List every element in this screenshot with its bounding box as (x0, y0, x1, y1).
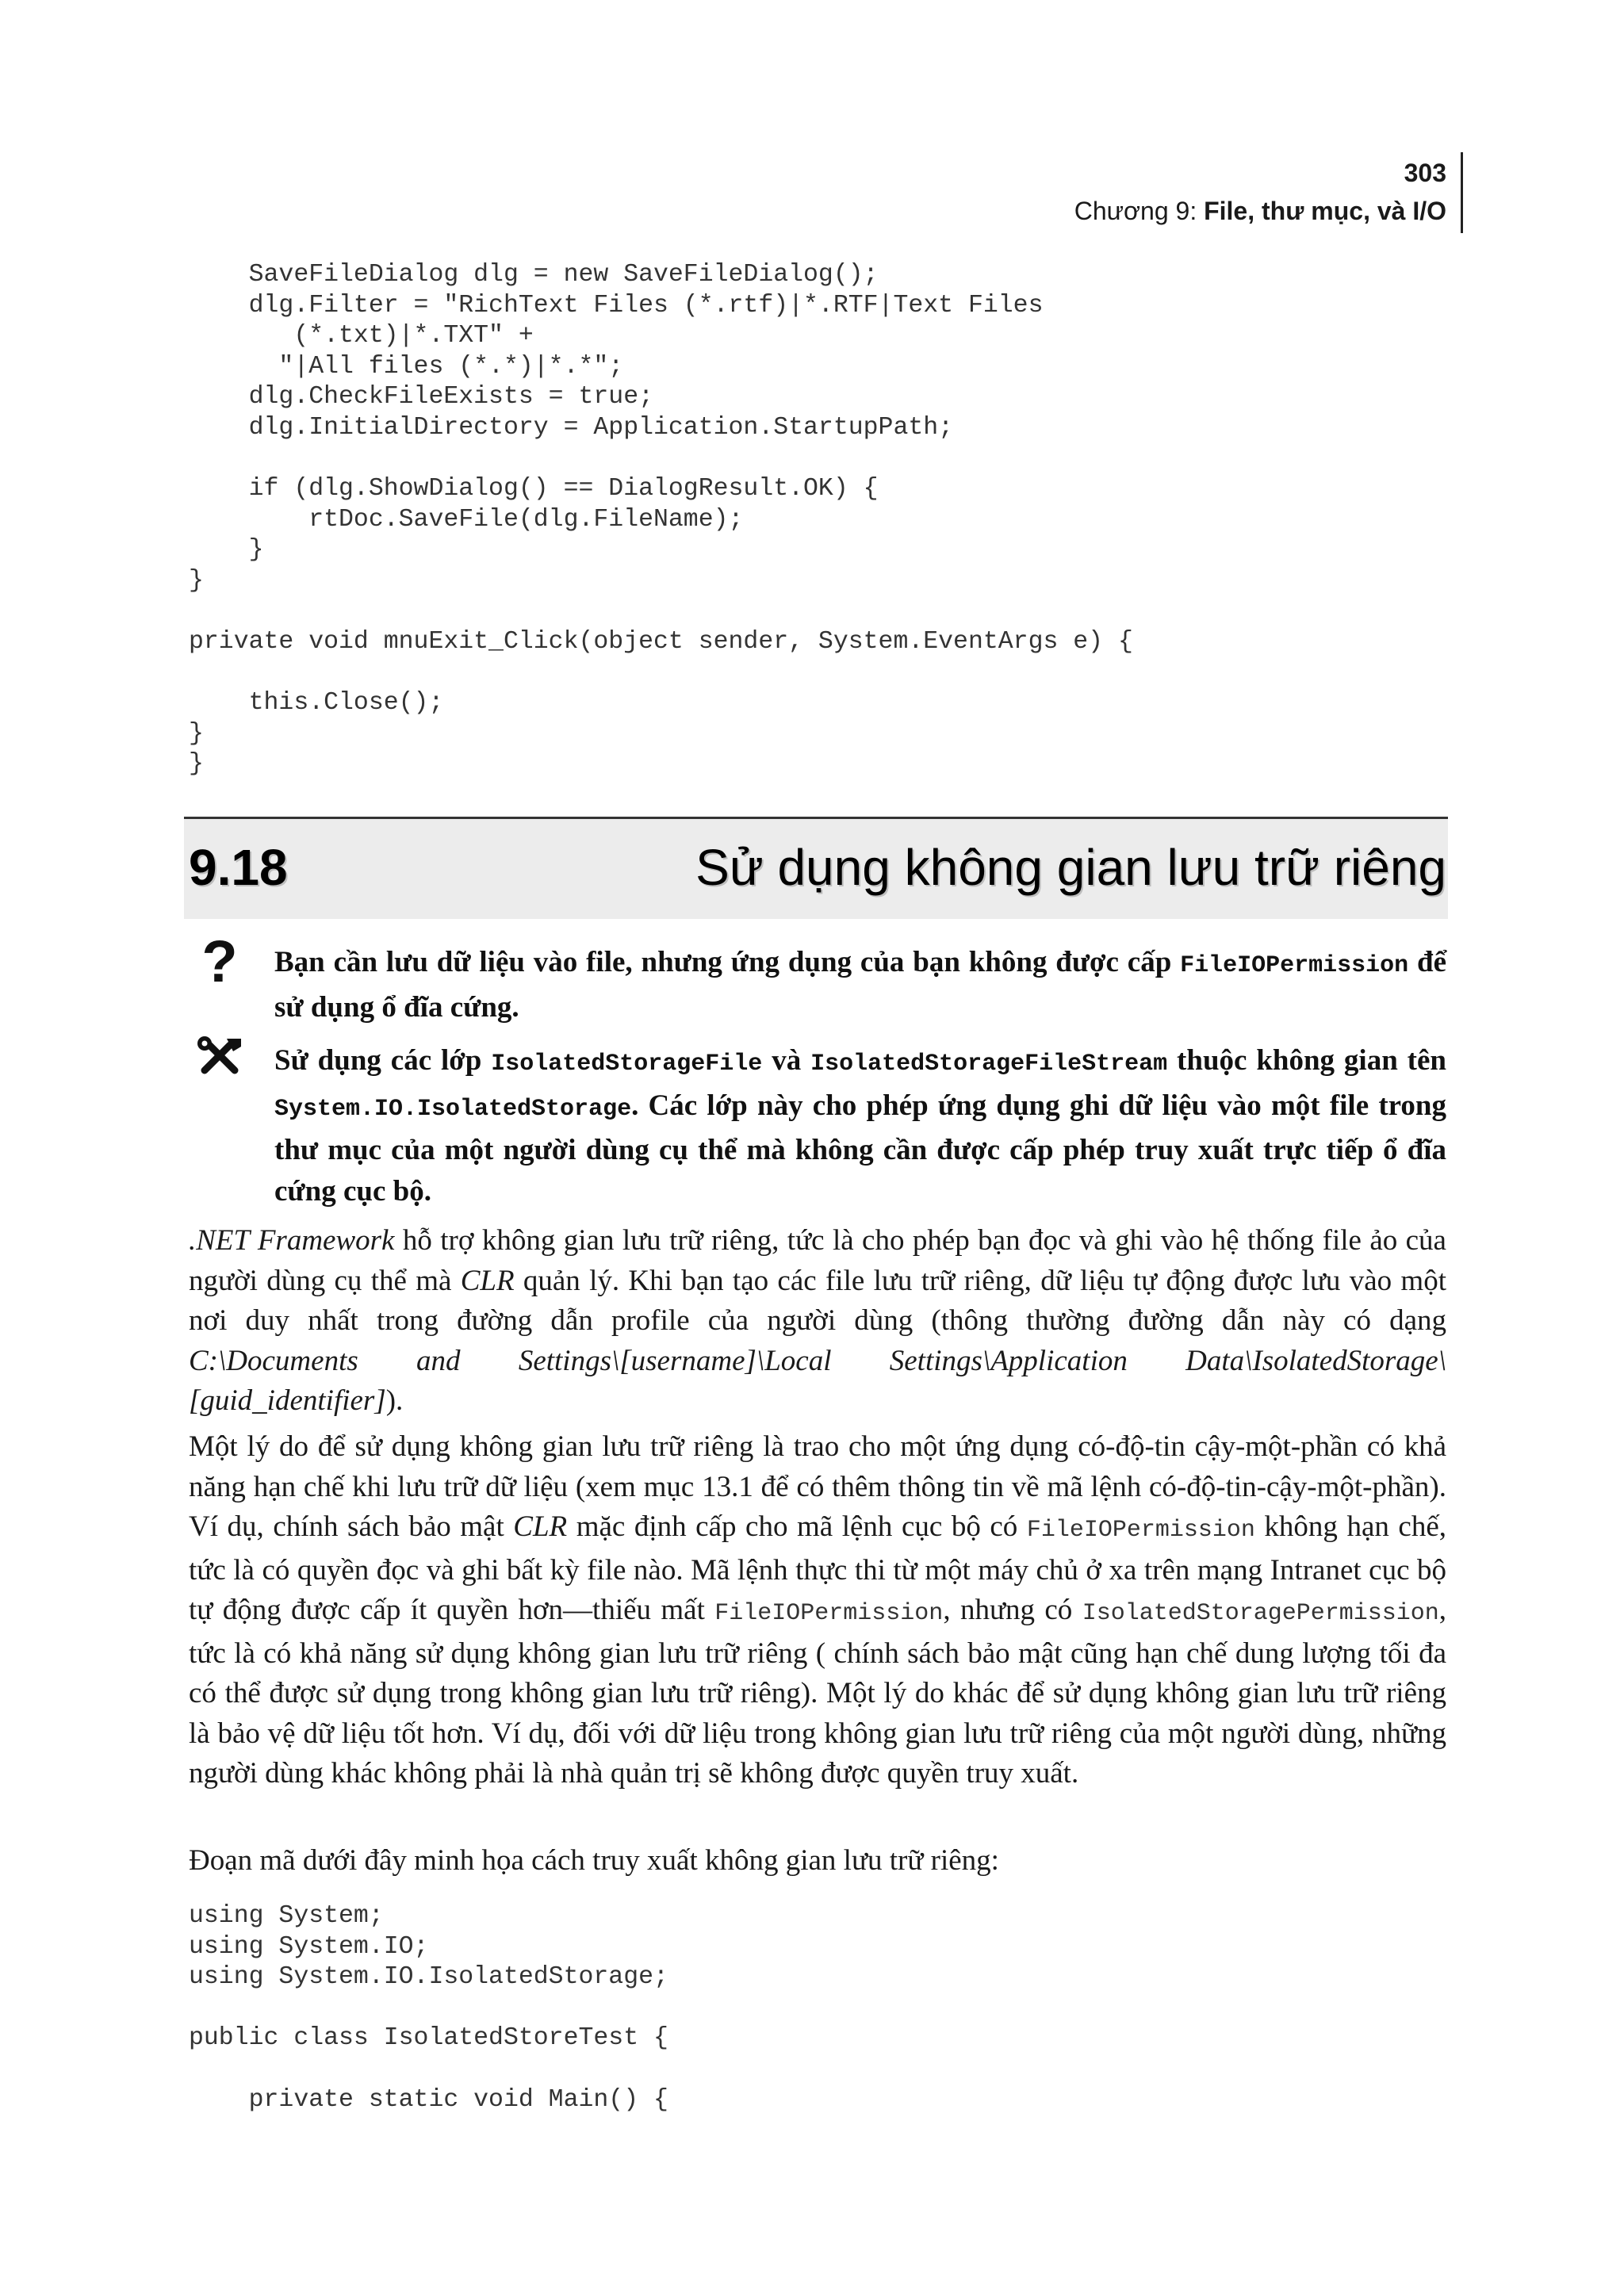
code-line: SaveFileDialog dlg = new SaveFileDialog(); (189, 261, 879, 289)
inline-code: FileIOPermission (1026, 1517, 1255, 1544)
tools-icon (193, 1031, 246, 1083)
text: , tức là có khả năng sử dụng không gian lưu trữ riêng ( chính sách bảo mật cũng hạn chế dung lượng tối đa có thể được sử dụng trong không gian lưu trữ riêng). Một lý do khác để sử dụng không gian lưu trữ riêng là bảo vệ dữ liệu tốt hơn. Ví dụ, đối với dữ liệu trong không gian lưu trữ riêng của một người dùng, những người dùng khác không phải là nhà quản trị sẽ không được quyền truy xuất. (189, 1594, 1447, 1790)
code-line: rtDoc.SaveFile(dlg.FileName); (189, 505, 744, 534)
solution-text: thuộc không gian tên (1167, 1044, 1446, 1077)
code-line: dlg.InitialDirectory = Application.StartupPath; (189, 413, 954, 442)
code-line (189, 2054, 668, 2085)
solution-text: Sử dụng các lớp (274, 1044, 492, 1077)
solution-text: và (762, 1044, 811, 1077)
code-line: this.Close(); (189, 689, 444, 718)
solution-statement (274, 1040, 1446, 1212)
text: hỗ trợ không gian lưu trữ riêng, tức là cho phép bạn đọc và ghi vào hệ thống file ảo của người dùng cụ thể mà (189, 1224, 1446, 1297)
section-number: 9.18 (189, 839, 288, 896)
problem-code: FileIOPermission (1180, 952, 1409, 979)
code-line: using System.IO; (189, 1932, 429, 1961)
code-block-top (189, 260, 1133, 750)
code-line: } (189, 536, 264, 565)
inline-code: IsolatedStoragePermission (1082, 1600, 1439, 1627)
page-number: 303 (1404, 159, 1446, 187)
code-line (189, 1993, 668, 2024)
emphasis: CLR (513, 1510, 568, 1543)
chapter-heading (1074, 195, 1446, 227)
solution-code: System.IO.IsolatedStorage (274, 1095, 632, 1123)
code-block-bottom (189, 1901, 668, 2115)
text: Đoạn mã dưới đây minh họa cách truy xuất không gian lưu trữ riêng: (189, 1844, 999, 1877)
solution-code: IsolatedStorageFile (491, 1051, 763, 1078)
code-line: public class IsolatedStoreTest { (189, 2024, 668, 2053)
text: mặc định cấp cho mã lệnh cục bộ có (567, 1510, 1027, 1543)
code-line (189, 597, 1133, 628)
code-line (189, 444, 1133, 475)
question-icon: ? (201, 928, 238, 994)
paragraph (189, 1221, 1446, 1422)
code-line: using System; (189, 1902, 384, 1930)
inline-code: FileIOPermission (714, 1600, 944, 1627)
code-line: dlg.Filter = "RichText Files (*.rtf)|*.RTF|Text Files (189, 291, 1044, 320)
text: , nhưng có (943, 1594, 1082, 1626)
text: Một lý do để sử dụng không gian lưu trữ riêng là trao cho một ứng dụng có-độ-tin cậy-một-phần có khả năng hạn chế khi lưu trữ dữ liệu (xem mục 13.1 để có thêm thông tin về mã lệnh có-độ-tin-cậy-một-phần). Ví dụ, chính sách bảo mật (189, 1430, 1446, 1543)
code-line: private static void Main() { (189, 2085, 668, 2114)
code-line: } (189, 750, 204, 778)
code-line (189, 658, 1133, 689)
header-divider (1461, 152, 1463, 233)
emphasis: .NET Framework (189, 1224, 395, 1257)
problem-text: để sử dụng ổ đĩa cứng. (274, 946, 1446, 1024)
code-line: using System.IO.IsolatedStorage; (189, 1963, 668, 1992)
code-line: if (dlg.ShowDialog() == DialogResult.OK) { (189, 475, 879, 503)
file-path: C:\Documents and Settings\[username]\Local Settings\Application Data\IsolatedStorage\ [guid_identifier] (189, 1344, 1446, 1417)
code-closing-brace (189, 749, 204, 780)
text: không hạn chế, tức là có quyền đọc và ghi bất kỳ file nào. Mã lệnh thực thi từ một máy chủ ở xa trên mạng Intranet cục bộ tự động được cấp ít quyền hơn—thiếu mất (189, 1510, 1446, 1626)
code-line: private void mnuExit_Click(object sender, System.EventArgs e) { (189, 628, 1133, 657)
code-line: dlg.CheckFileExists = true; (189, 383, 653, 412)
solution-text: . Các lớp này cho phép ứng dụng ghi dữ liệu vào một file trong thư mục của một người dùng cụ thể mà không cần được cấp phép truy xuất trực tiếp ổ đĩa cứng cục bộ. (274, 1089, 1446, 1208)
code-line: (*.txt)|*.TXT" + (189, 322, 534, 350)
emphasis: CLR (460, 1264, 515, 1297)
chapter-prefix: Chương 9: (1074, 197, 1205, 225)
code-line: "|All files (*.*)|*.*"; (189, 352, 624, 381)
text: quản lý. Khi bạn tạo các file lưu trữ riêng, dữ liệu tự động được lưu vào một nơi duy nhất trong đường dẫn profile của người dùng (thông thường đường dẫn này có dạng (189, 1264, 1446, 1337)
text: ). (385, 1384, 404, 1417)
problem-statement (274, 942, 1446, 1028)
chapter-title: File, thư mục, và I/O (1204, 197, 1446, 225)
code-line: } (189, 566, 204, 595)
section-title: Sử dụng không gian lưu trữ riêng (695, 839, 1446, 896)
solution-code: IsolatedStorageFileStream (810, 1051, 1168, 1078)
problem-text: Bạn cần lưu dữ liệu vào file, nhưng ứng dụng của bạn không được cấp (274, 946, 1181, 978)
paragraph (189, 1841, 1446, 1881)
code-line: } (189, 719, 204, 748)
paragraph (189, 1427, 1446, 1794)
